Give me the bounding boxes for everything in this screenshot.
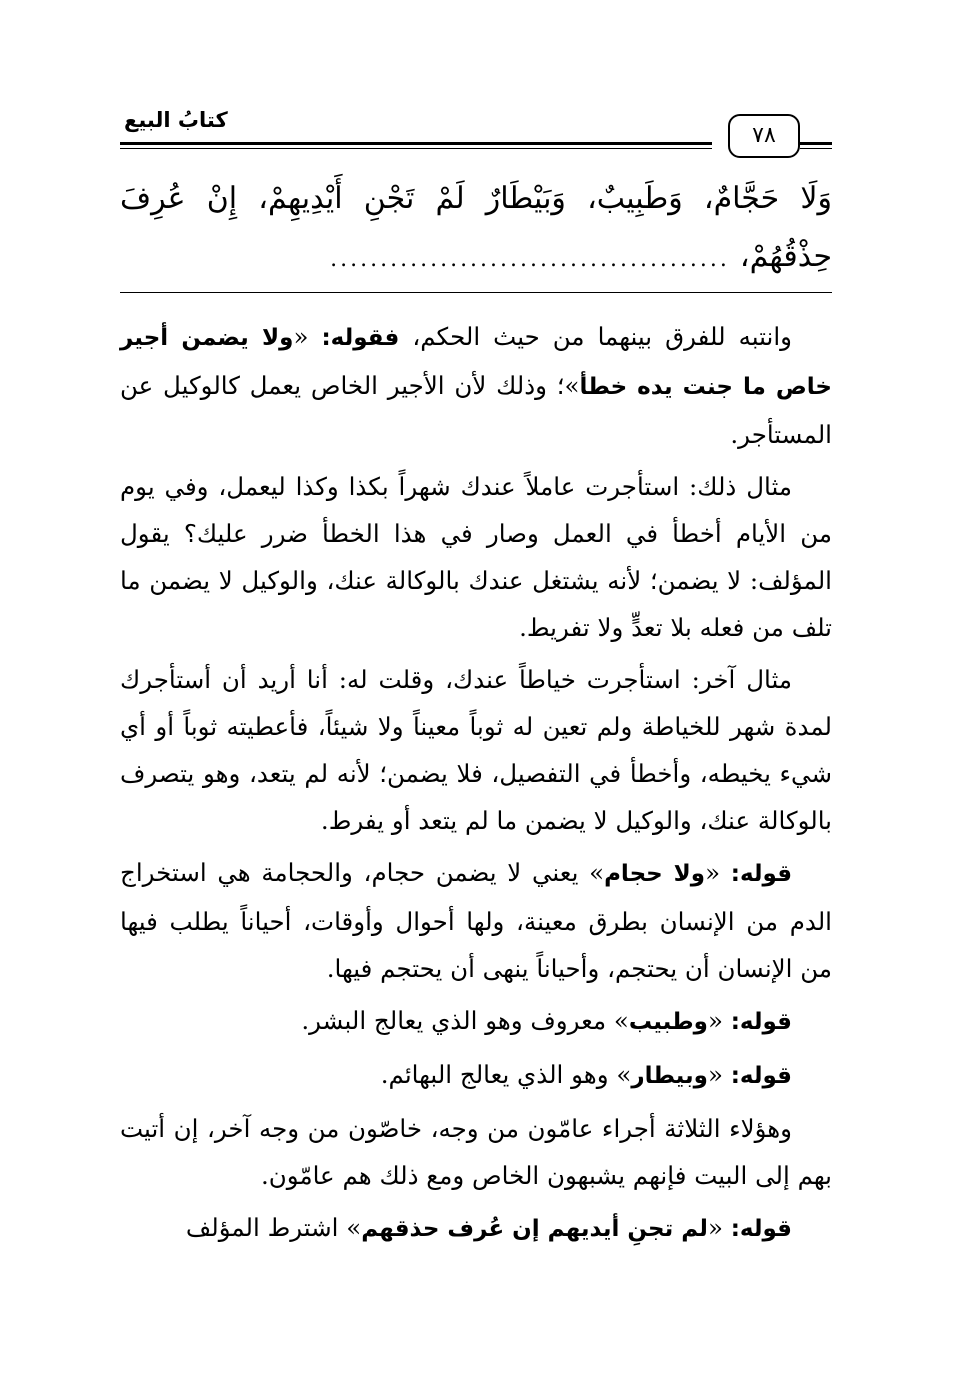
text-run: » اشترط المؤلف [185,1213,362,1242]
quoted-matn: ولا حجام [604,861,706,887]
section-divider [120,292,832,293]
paragraph-5 [120,997,832,1046]
quoted-matn: لم تجنِ أيديهم إن عُرف حذقهم [361,1216,708,1242]
ellipsis-dots: ........................................ [330,247,730,272]
text-run: » وهو الذي يعالج البهائم. [380,1060,632,1089]
header-rule [120,142,712,145]
paragraph-2: مثال ذلك: استأجرت عاملاً عندك شهراً بكذا وكذا ليعمل، وفي يوم من الأيام أخطأ في العمل وصار في هذا الخطأ ضرر عليك؟ يقول المؤلف: لا يضمن؛ لأنه يشتغل عندك بالوكالة عنك، والوكيل لا يضمن ما تلف من فعله بلا تعدٍّ ولا تفريط. [120,472,832,642]
paragraph-7: وهؤلاء الثلاثة أجراء عامّون من وجه، خاصّون من وجه آخر، إن أتيت بهم إلى البيت فإنهم يشبهون الخاص ومع ذلك هم عامّون. [120,1114,832,1190]
quote-open: « [705,858,731,887]
bold-label: قوله: [730,1009,792,1035]
matn-line-1: وَلَا حَجَّامٌ، وَطَبِيبٌ، وَبَيْطَارٌ لَمْ تَجْنِ أَيْدِيهِمْ، إِنْ عُرِفَ [120,181,832,216]
header-rule [800,148,832,149]
bold-label: قوله: [730,1216,792,1242]
quote-open: « [707,1060,731,1089]
paragraph-6 [120,1051,832,1100]
matn-text [120,170,832,289]
matn-line-2 [120,228,832,289]
paragraph-1 [120,313,832,458]
header-rule [800,142,832,145]
quoted-matn: وطبيب [628,1009,708,1035]
page-header [120,106,832,156]
quoted-matn: ولا يضمن أجير خاص ما جنت يده خطأ [120,325,832,400]
paragraph-4 [120,849,832,992]
bold-label: قوله: [730,1063,792,1089]
paragraph-3: مثال آخر: استأجرت خياطاً عندك، وقلت له: أنا أريد أن أستأجرك لمدة شهر للخياطة ولم تعين له ثوباً معيناً ولا شيئاً، فأعطيته ثوباً أو أي شيء يخيطه، وأخطأ في التفصيل، فلا يضمن؛ لأنه لم يتعد، وهو يتصرف بالوكالة عنك، والوكيل لا يضمن ما لم يتعد أو يفرط. [120,665,832,835]
commentary-text [120,313,832,1258]
quote-open: « [707,1006,731,1035]
quote-open: « [293,322,322,351]
text-run: »؛ وذلك لأن الأجير الخاص يعمل كالوكيل عن المستأجر. [120,371,832,449]
text-run: » يعني لا يضمن حجام، والحجامة هي استخراج الدم من الإنسان بطرق معينة، ولها أحوال وأوقات، أحياناً يطلب فيها من الإنسان أن يحتجم، وأحياناً ينهى أن يحتجم فيها. [120,858,832,983]
paragraph-8 [120,1204,832,1253]
bold-label: فقوله: [321,325,400,351]
matn-line-2-text: حِذْقُهُمْ، [739,239,832,274]
page-number: ٧٨ [728,114,800,158]
quoted-matn: وبيطار [631,1063,708,1089]
book-title: كتابُ البيع [124,108,228,132]
bold-label: قوله: [730,861,793,887]
text-run: وانتبه للفرق بينهما من حيث الحكم، [399,322,793,351]
text-run: » معروف وهو الذي يعالج البشر. [301,1006,629,1035]
quote-open: « [707,1213,731,1242]
header-rule [120,148,712,149]
